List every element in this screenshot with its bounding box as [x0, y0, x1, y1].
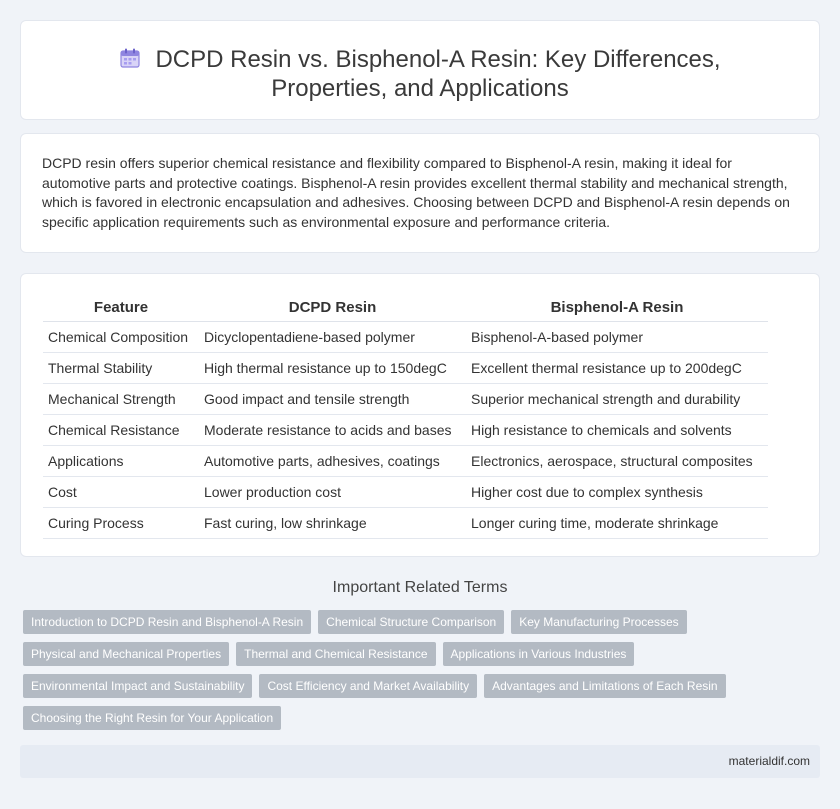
- page-title-text: DCPD Resin vs. Bisphenol-A Resin: Key Differences, Properties, and Applications: [155, 46, 721, 102]
- table-cell: Good impact and tensile strength: [199, 383, 466, 414]
- table-cell: Cost: [43, 476, 199, 507]
- related-term-tag[interactable]: Physical and Mechanical Properties: [23, 642, 229, 666]
- title-card: [20, 20, 820, 120]
- table-cell: Bisphenol-A-based polymer: [466, 321, 768, 352]
- calendar-icon: [119, 47, 141, 69]
- comparison-table-card: [20, 273, 820, 557]
- related-term-tag[interactable]: Applications in Various Industries: [443, 642, 635, 666]
- related-term-tag[interactable]: Thermal and Chemical Resistance: [236, 642, 435, 666]
- table-cell: High thermal resistance up to 150degC: [199, 352, 466, 383]
- table-cell: Lower production cost: [199, 476, 466, 507]
- table-header-bisphenol-a: Bisphenol-A Resin: [466, 295, 768, 321]
- related-terms-tags: [23, 610, 813, 730]
- table-cell: Thermal Stability: [43, 352, 199, 383]
- table-row: [43, 445, 768, 476]
- table-row: [43, 476, 768, 507]
- table-header-dcpd: DCPD Resin: [199, 295, 466, 321]
- table-cell: Electronics, aerospace, structural composites: [466, 445, 768, 476]
- table-cell: Dicyclopentadiene-based polymer: [199, 321, 466, 352]
- table-cell: Chemical Composition: [43, 321, 199, 352]
- table-cell: Longer curing time, moderate shrinkage: [466, 507, 768, 538]
- related-term-tag[interactable]: Advantages and Limitations of Each Resin: [484, 674, 725, 698]
- page-title: [21, 45, 819, 103]
- table-cell: Higher cost due to complex synthesis: [466, 476, 768, 507]
- table-cell: High resistance to chemicals and solvents: [466, 414, 768, 445]
- related-term-tag[interactable]: Chemical Structure Comparison: [318, 610, 504, 634]
- related-term-tag[interactable]: Key Manufacturing Processes: [511, 610, 686, 634]
- table-row: [43, 507, 768, 538]
- footer: [20, 745, 820, 778]
- table-row: [43, 414, 768, 445]
- related-term-tag[interactable]: Choosing the Right Resin for Your Application: [23, 706, 281, 730]
- table-cell: Excellent thermal resistance up to 200degC: [466, 352, 768, 383]
- table-cell: Fast curing, low shrinkage: [199, 507, 466, 538]
- table-cell: Moderate resistance to acids and bases: [199, 414, 466, 445]
- table-row: [43, 321, 768, 352]
- table-row: [43, 352, 768, 383]
- table-row: [43, 383, 768, 414]
- related-term-tag[interactable]: Cost Efficiency and Market Availability: [259, 674, 477, 698]
- table-cell: Automotive parts, adhesives, coatings: [199, 445, 466, 476]
- table-cell: Applications: [43, 445, 199, 476]
- comparison-table: [43, 295, 768, 539]
- table-cell: Chemical Resistance: [43, 414, 199, 445]
- table-cell: Curing Process: [43, 507, 199, 538]
- related-term-tag[interactable]: Introduction to DCPD Resin and Bisphenol-A Resin: [23, 610, 311, 634]
- table-cell: Mechanical Strength: [43, 383, 199, 414]
- footer-site-link[interactable]: materialdif.com: [728, 754, 810, 768]
- table-header-row: [43, 295, 768, 321]
- table-header-feature: Feature: [43, 295, 199, 321]
- summary-card: [20, 133, 820, 253]
- related-term-tag[interactable]: Environmental Impact and Sustainability: [23, 674, 252, 698]
- summary-text: DCPD resin offers superior chemical resistance and flexibility compared to Bisphenol-A resin, making it ideal for automotive parts and protective coatings. Bisphenol-A resin provides excellent thermal stability and mechanical strength, which is favored in electronic encapsulation and adhesives. Choosing between DCPD and Bisphenol-A resin depends on specific application requirements such as environmental exposure and performance criteria.: [42, 155, 790, 230]
- table-cell: Superior mechanical strength and durability: [466, 383, 768, 414]
- related-terms-title: Important Related Terms: [332, 579, 508, 596]
